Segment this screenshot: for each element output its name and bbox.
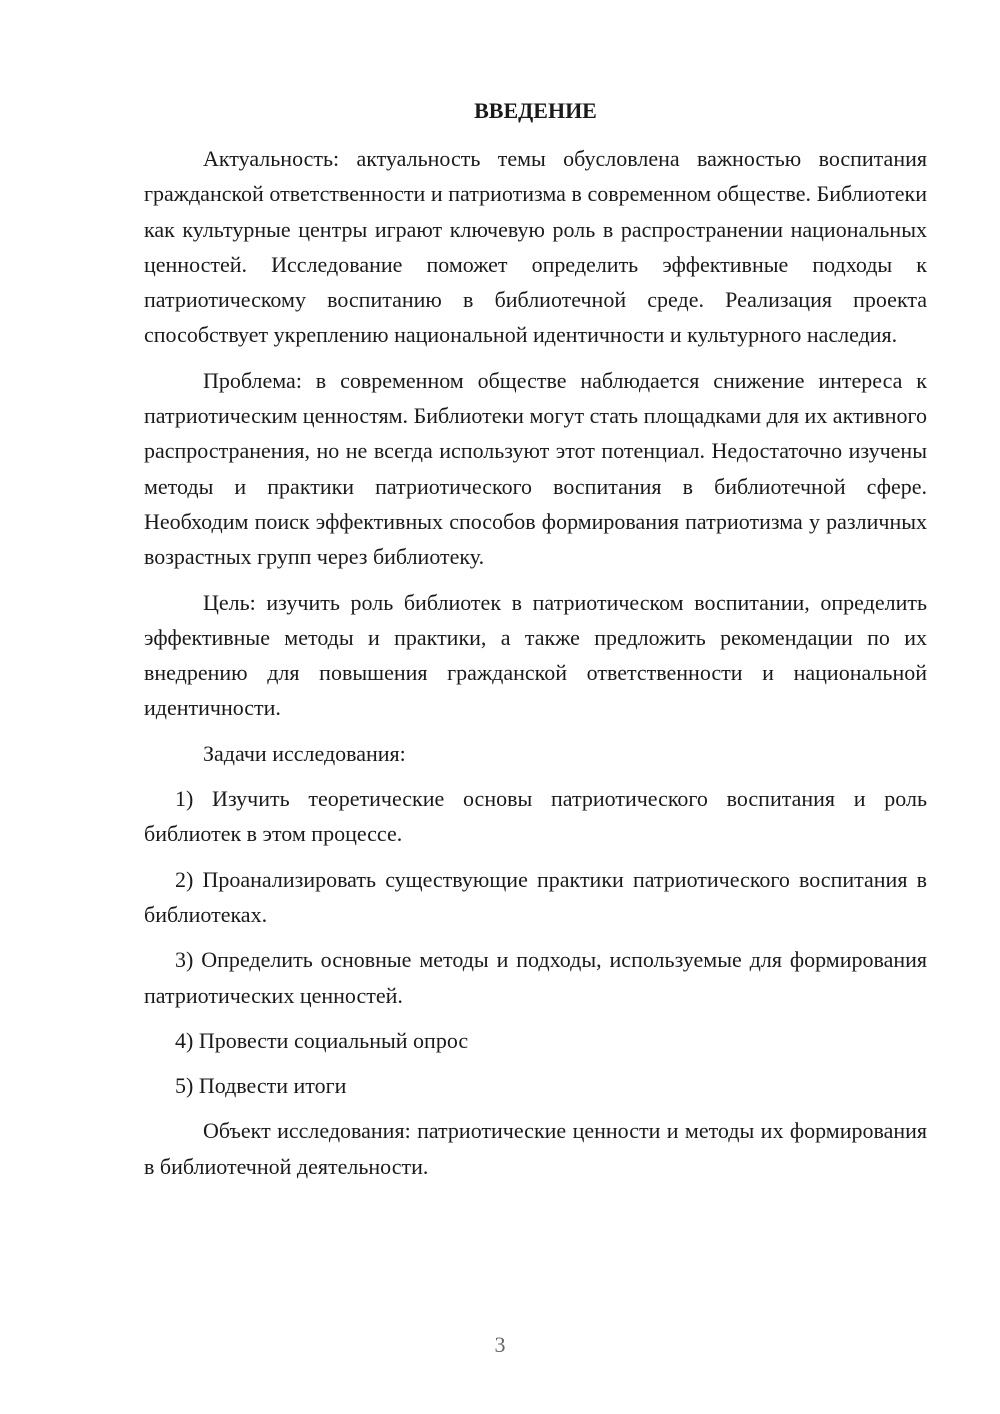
section-title: ВВЕДЕНИЕ — [474, 98, 597, 123]
relevance-paragraph: Актуальность: актуальность темы обусловлена важностью воспитания гражданской ответственности и патриотизма в современном обществе. Библиотеки как культурные центры играют ключевую роль в распространении национальных ценностей. Исследование поможет определить эффективные подходы к патриотическому воспитанию в библиотечной среде. Реализация проекта способствует укреплению национальной идентичности и культурного наследия. — [144, 146, 927, 348]
page-number: 3 — [494, 1332, 506, 1357]
task-item-2: 2) Проанализировать существующие практики патриотического воспитания в библиотеках. — [144, 866, 927, 927]
document-page — [144, 95, 927, 1194]
task-item-5: 5) Подвести итоги — [175, 1073, 347, 1099]
task-item-4: 4) Провести социальный опрос — [175, 1027, 469, 1053]
goal-paragraph: Цель: изучить роль библиотек в патриотическом воспитании, определить эффективные методы и практики, а также предложить рекомендации по их внедрению для повышения гражданской ответственности и национальной идентичности. — [144, 589, 927, 721]
object-paragraph: Объект исследования: патриотические ценности и методы их формирования в библиотечной деятельности. — [144, 1118, 927, 1179]
tasks-heading: Задачи исследования: — [203, 740, 406, 766]
problem-paragraph: Проблема: в современном обществе наблюдается снижение интереса к патриотическим ценностям. Библиотеки могут стать площадками для их активного распространения, но не всегда используют этот потенциал. Недостаточно изучены методы и практики патриотического воспитания в библиотечной сфере. Необходим поиск эффективных способов формирования патриотизма у различных возрастных групп через библиотеку. — [144, 367, 927, 570]
task-item-1: 1) Изучить теоретические основы патриотического воспитания и роль библиотек в этом процессе. — [144, 786, 927, 847]
task-item-3: 3) Определить основные методы и подходы, используемые для формирования патриотических ценностей. — [144, 947, 927, 1008]
